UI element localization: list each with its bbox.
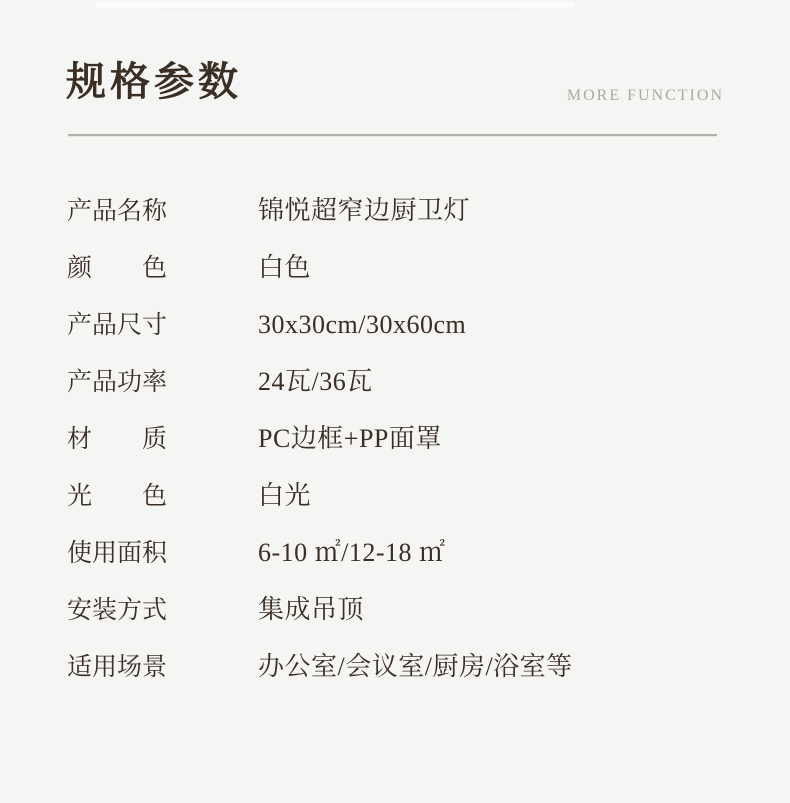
spec-row-coverage-area	[67, 538, 573, 568]
spec-label: 产品功率	[67, 369, 168, 396]
spec-value: 30x30cm/30x60cm	[258, 310, 467, 339]
spec-label: 材质	[67, 426, 167, 453]
spec-value: 锦悦超窄边厨卫灯	[258, 196, 471, 225]
spec-row-power	[67, 367, 573, 397]
spec-table	[67, 196, 573, 682]
spec-label: 颜色	[67, 255, 167, 282]
spec-value: 集成吊顶	[258, 595, 365, 624]
spec-row-size	[67, 310, 573, 340]
page-title: 规格参数	[66, 59, 242, 104]
spec-value: 24瓦/36瓦	[258, 367, 373, 396]
top-artifact	[160, 12, 520, 16]
spec-label: 适用场景	[67, 654, 168, 681]
spec-label: 产品尺寸	[67, 312, 168, 339]
spec-row-light-color	[67, 481, 573, 511]
spec-value: 6-10 ㎡/12-18 ㎡	[258, 538, 446, 567]
spec-label: 产品名称	[67, 198, 168, 225]
top-artifact	[95, 2, 575, 8]
spec-label: 光色	[67, 483, 167, 510]
spec-value: PC边框+PP面罩	[258, 424, 442, 453]
spec-label: 使用面积	[67, 540, 168, 567]
spec-row-material	[67, 424, 573, 454]
spec-value: 白光	[258, 481, 312, 510]
header-divider	[68, 134, 717, 137]
spec-row-product-name	[67, 196, 573, 226]
spec-value: 白色	[258, 253, 312, 282]
header-subtitle: MORE FUNCTION	[566, 87, 724, 104]
spec-row-installation	[67, 595, 573, 625]
spec-value: 办公室/会议室/厨房/浴室等	[258, 652, 573, 681]
spec-row-color	[67, 253, 573, 283]
spec-row-scenarios	[67, 652, 573, 682]
spec-label: 安装方式	[67, 597, 168, 624]
